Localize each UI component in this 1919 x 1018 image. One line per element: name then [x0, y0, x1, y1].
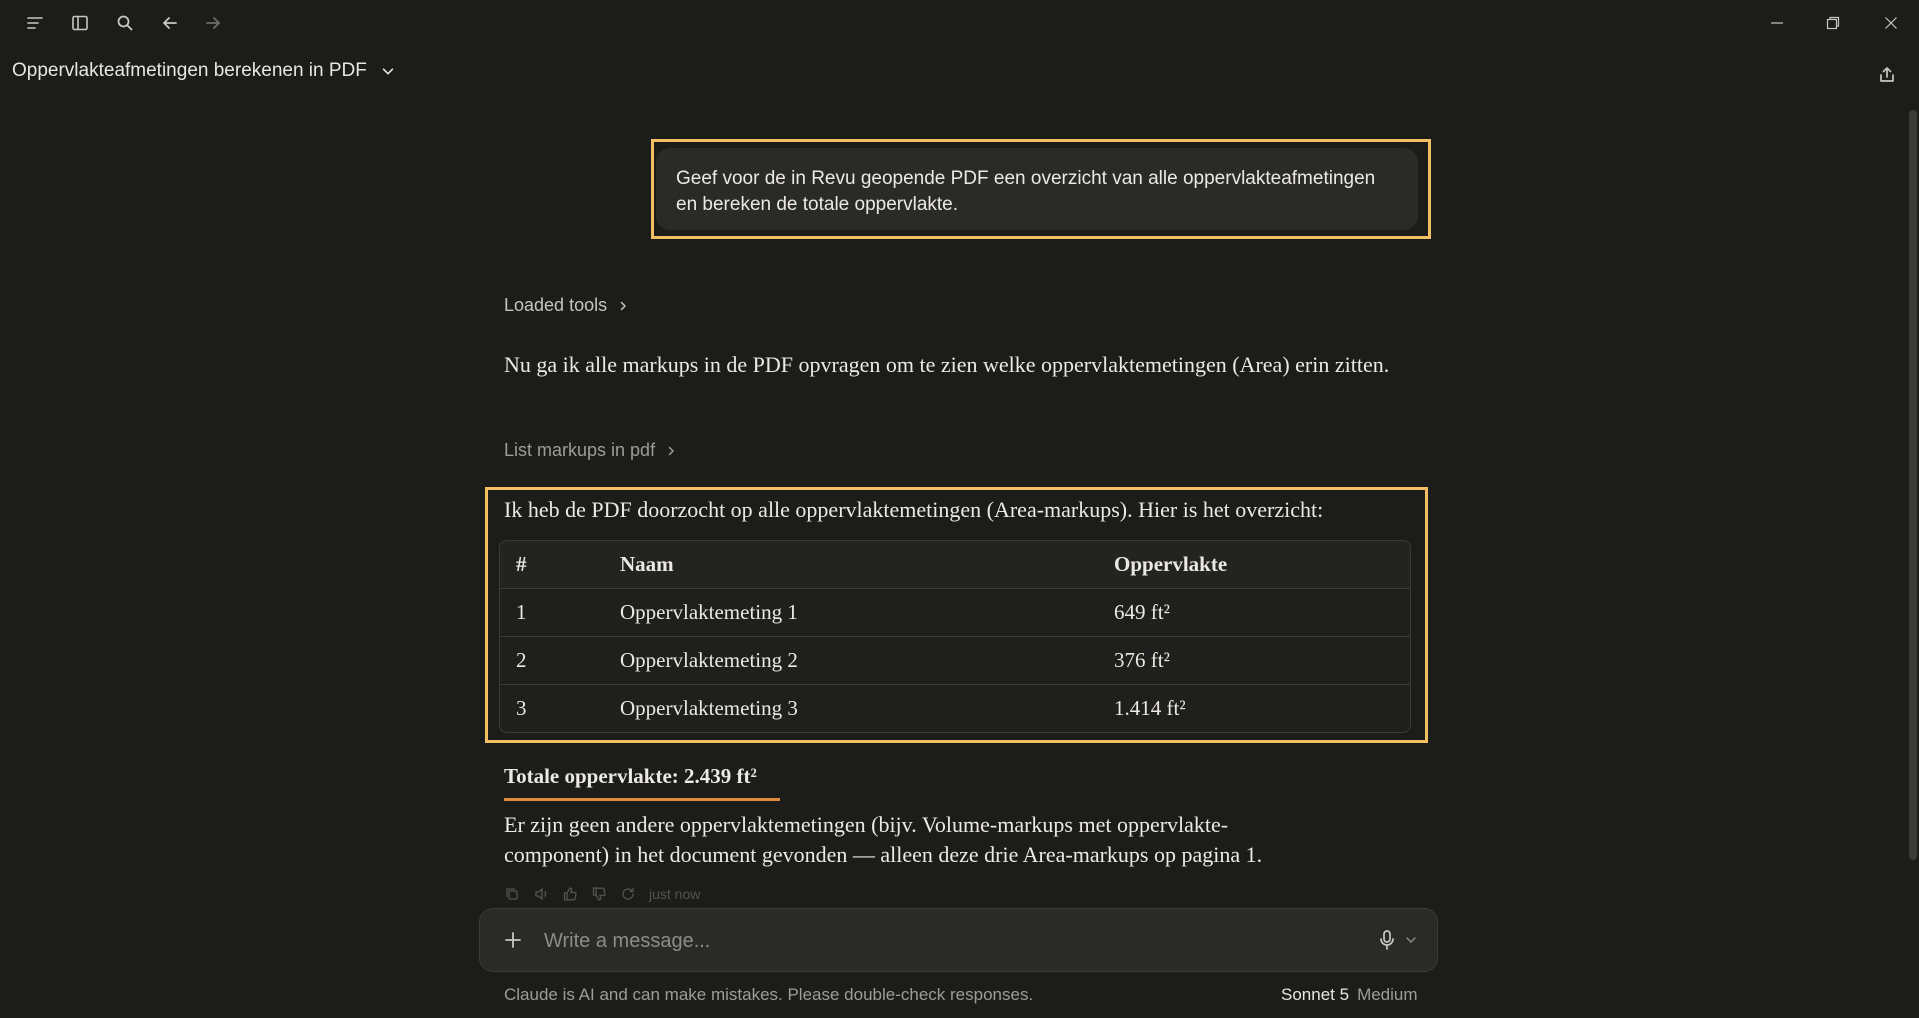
message-timestamp: just now: [649, 886, 701, 902]
share-icon[interactable]: [1872, 60, 1902, 90]
menu-icon[interactable]: [20, 8, 50, 38]
conversation-title-text: Oppervlakteafmetingen berekenen in PDF: [12, 60, 367, 81]
add-attachment-button[interactable]: [498, 925, 528, 955]
conversation-title[interactable]: [12, 60, 397, 82]
tool-call-list-markups[interactable]: [504, 440, 677, 461]
table-header-cell: Naam: [604, 541, 1098, 589]
user-message-line: en bereken de totale oppervlakte.: [676, 194, 959, 215]
model-name: Sonnet 5: [1281, 985, 1350, 1004]
thumbs-down-icon[interactable]: [591, 886, 607, 902]
message-input[interactable]: [542, 921, 1326, 961]
speaker-icon[interactable]: [533, 886, 549, 902]
minimize-icon[interactable]: [1762, 8, 1792, 38]
table-cell: 3: [516, 696, 527, 720]
table-cell: Oppervlaktemeting 3: [620, 696, 798, 720]
table-row: [500, 637, 1410, 685]
scrollbar[interactable]: [1909, 110, 1917, 860]
table-cell: 2: [500, 637, 604, 685]
tool-call-loaded-tools[interactable]: [504, 295, 629, 316]
assistant-intro: Ik heb de PDF doorzocht op alle oppervlaktemetingen (Area-markups). Hier is het overzicht:: [504, 497, 1324, 522]
chevron-down-icon: [379, 62, 397, 80]
table-cell: Oppervlaktemeting 2: [604, 637, 1098, 685]
user-message: [656, 148, 1418, 230]
forward-arrow-icon[interactable]: [198, 8, 228, 38]
message-actions: [504, 886, 700, 902]
chevron-right-icon: [617, 300, 629, 312]
user-message-line: Geef voor de in Revu geopende PDF een overzicht van alle oppervlakteafmetingen: [676, 168, 1376, 189]
total-area: Totale oppervlakte: 2.439 ft²: [504, 764, 757, 788]
close-icon[interactable]: [1876, 8, 1906, 38]
search-icon[interactable]: [110, 8, 140, 38]
tool-call-label: List markups in pdf: [504, 440, 656, 460]
table-cell: 1.414 ft²: [1114, 696, 1186, 720]
assistant-closing: Er zijn geen andere oppervlaktemetingen (bijv. Volume-markups met oppervlakte-component) in het document gevonden — alleen deze drie Area-markups op pagina 1.: [504, 812, 1263, 867]
model-selector[interactable]: [1281, 985, 1418, 1005]
area-table: [499, 540, 1411, 733]
tool-call-label: Loaded tools: [504, 295, 608, 315]
microphone-icon: [1377, 929, 1397, 951]
total-underline: [504, 798, 780, 801]
message-composer: [479, 908, 1438, 972]
plus-icon: [503, 930, 523, 950]
chevron-right-icon: [665, 445, 677, 457]
table-header-row: [500, 541, 1410, 589]
table-cell: 376 ft²: [1098, 637, 1410, 685]
model-effort: Medium: [1357, 985, 1418, 1004]
table-cell: 649 ft²: [1098, 589, 1410, 637]
chevron-down-icon[interactable]: [1404, 933, 1418, 947]
back-arrow-icon[interactable]: [155, 8, 185, 38]
table-header-cell: #: [500, 541, 604, 589]
copy-icon[interactable]: [504, 886, 520, 902]
table-row: [500, 589, 1410, 637]
ai-disclaimer: Claude is AI and can make mistakes. Please double-check responses.: [504, 985, 1034, 1004]
table-cell: Oppervlaktemeting 1: [604, 589, 1098, 637]
retry-icon[interactable]: [620, 886, 636, 902]
table-cell: 1: [500, 589, 604, 637]
table-header-cell: Oppervlakte: [1098, 541, 1410, 589]
table-row: [500, 685, 1410, 733]
assistant-paragraph: Nu ga ik alle markups in de PDF opvragen om te zien welke oppervlaktemetingen (Area) erin zitten.: [504, 352, 1390, 377]
sidebar-toggle-icon[interactable]: [65, 8, 95, 38]
voice-input-button[interactable]: [1375, 927, 1399, 953]
thumbs-up-icon[interactable]: [562, 886, 578, 902]
restore-icon[interactable]: [1818, 8, 1848, 38]
